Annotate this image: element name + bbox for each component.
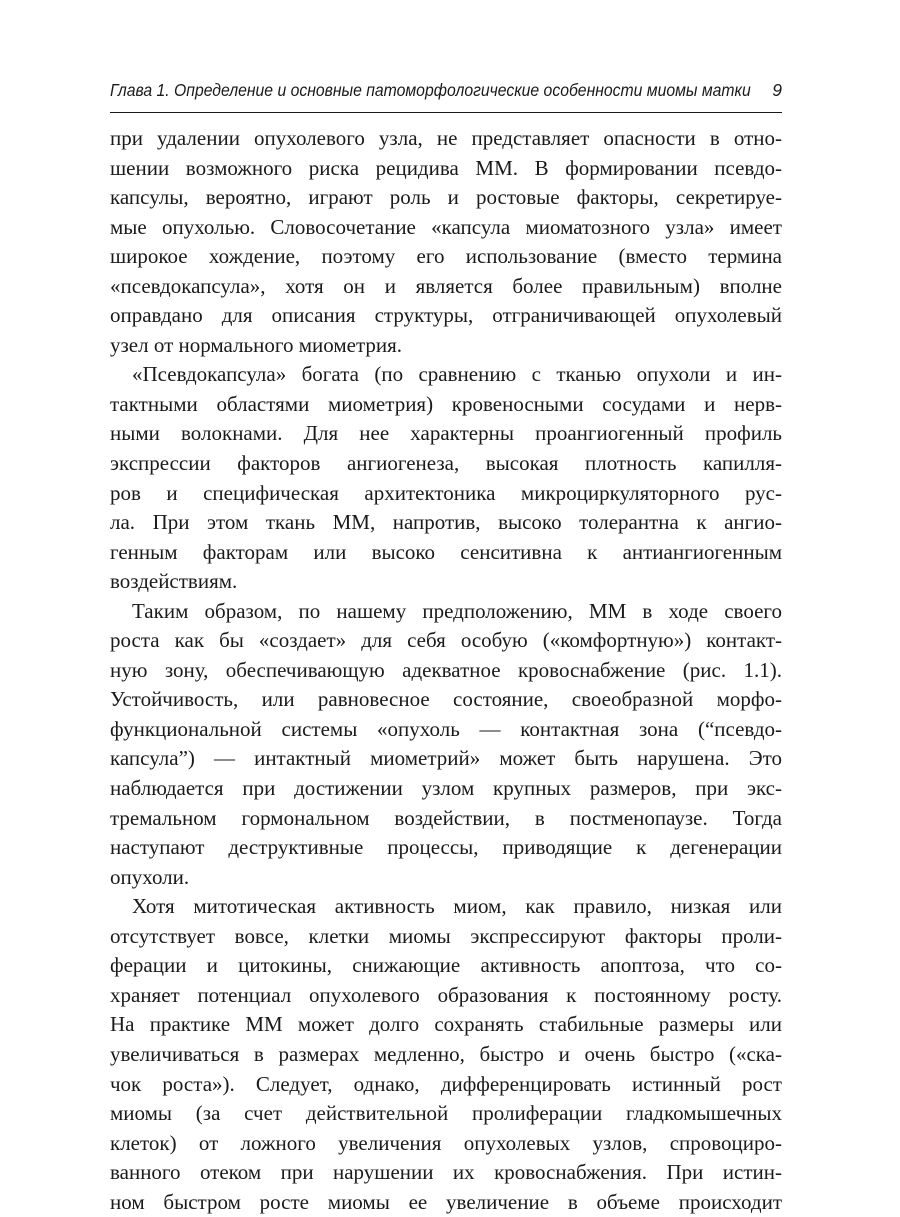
text-line: храняет потенциал опухолевого образования к постоянному росту. — [110, 982, 782, 1007]
text-line: функциональной системы «опухоль — контактная зона (“псевдо- — [110, 716, 782, 741]
paragraph — [110, 360, 782, 596]
text-line: шении возможного риска рецидива ММ. В формировании псевдо- — [110, 155, 782, 180]
text-line: Таким образом, по нашему предположению, ММ в ходе своего — [132, 598, 782, 623]
text-line: ферации и цитокины, снижающие активность апоптоза, что со- — [110, 953, 782, 978]
text-line: чок роста»). Следует, однако, дифференцировать истинный рост — [110, 1071, 782, 1096]
text-line: На практике ММ может долго сохранять стабильные размеры или — [110, 1012, 782, 1037]
text-line: капсулы, вероятно, играют роль и ростовые факторы, секретируе- — [110, 185, 782, 210]
text-line: отсутствует вовсе, клетки миомы экспрессируют факторы проли- — [110, 923, 782, 948]
paragraph — [110, 892, 782, 1217]
text-line: опухоли. — [110, 864, 190, 889]
text-line: клеток) от ложного увеличения опухолевых узлов, спровоциро- — [110, 1130, 782, 1155]
text-line: экспрессии факторов ангиогенеза, высокая плотность капилля- — [110, 451, 782, 476]
text-line: генным факторам или высоко сенситивна к антиангиогенным — [110, 539, 782, 564]
text-line: ла. При этом ткань ММ, напротив, высоко толерантна к ангио- — [110, 510, 782, 535]
text-line: роста как бы «создает» для себя особую («комфортную») контакт- — [110, 628, 782, 653]
text-line: тремальном гормональном воздействии, в постменопаузе. Тогда — [110, 805, 782, 830]
text-line: наступают деструктивные процессы, приводящие к дегенерации — [110, 835, 782, 860]
text-line: оправдано для описания структуры, отграничивающей опухолевый — [110, 303, 782, 328]
text-line: ную зону, обеспечивающую адекватное кровоснабжение (рис. 1.1). — [110, 657, 782, 682]
text-line: миомы (за счет действительной пролиферации гладкомышечных — [110, 1101, 782, 1126]
text-line: Хотя митотическая активность миом, как правило, низкая или — [132, 894, 782, 919]
body-text — [110, 124, 782, 1217]
text-line: «псевдокапсула», хотя он и является более правильным) вполне — [110, 273, 782, 298]
text-line: тактными областями миометрия) кровеносными сосудами и нерв- — [110, 391, 782, 416]
text-line: капсула”) — интактный миометрий» может быть нарушена. Это — [110, 746, 782, 771]
text-line: при удалении опухолевого узла, не представляет опасности в отно- — [110, 126, 782, 150]
text-line: мые опухолью. Словосочетание «капсула миоматозного узла» имеет — [110, 214, 782, 239]
header-divider — [110, 112, 782, 113]
text-line: ванного отеком при нарушении их кровоснабжения. При истин- — [110, 1160, 782, 1185]
text-line: узел от нормального миометрия. — [110, 332, 403, 357]
text-line: Устойчивость, или равновесное состояние, своеобразной морфо- — [110, 687, 782, 712]
paragraph — [110, 124, 782, 360]
text-line: воздействиям. — [110, 569, 238, 594]
text-line: «Псевдокапсула» богата (по сравнению с тканью опухоли и ин- — [132, 362, 782, 387]
running-header-number-row — [110, 76, 782, 106]
text-line: увеличиваться в размерах медленно, быстро и очень быстро («ска- — [110, 1041, 782, 1066]
page-number: 9 — [772, 80, 782, 100]
chapter-title: Глава 1. Определение и основные патоморфологические особенности миомы матки — [110, 80, 751, 100]
text-line: ров и специфическая архитектоника микроциркуляторного рус- — [110, 480, 782, 505]
text-line: наблюдается при достижении узлом крупных размеров, при экс- — [110, 776, 782, 801]
text-line: ном быстром росте миомы ее увеличение в объеме происходит — [110, 1189, 782, 1214]
paragraph — [110, 597, 782, 892]
text-line: ными волокнами. Для нее характерны проангиогенный профиль — [110, 421, 782, 446]
text-line: широкое хождение, поэтому его использование (вместо термина — [110, 244, 782, 269]
